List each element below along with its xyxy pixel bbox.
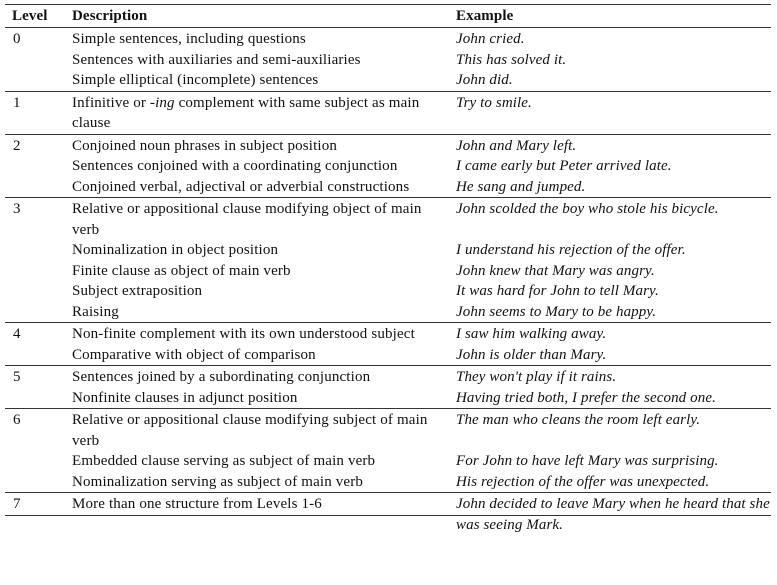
level-group [5,493,771,533]
row-description: Relative or appositional clause modifying subject of main verb [72,412,428,449]
row-example: John is older than Mary. [456,346,607,363]
level-number: 1 [13,94,21,111]
table-row [5,302,771,323]
row-example: The man who cleans the room left early. [456,412,701,428]
row-example: John and Mary left. [456,137,577,154]
row-description: Conjoined verbal, adjectival or adverbial constructions [72,178,410,195]
level-number: 0 [13,31,21,47]
row-description: Finite clause as object of main verb [72,262,291,279]
table-row [5,70,771,91]
row-description: Nonfinite clauses in adjunct position [72,389,298,406]
description-emphasis: -ing [149,94,175,111]
row-example: They won't play if it rains. [456,369,617,385]
row-example: This has solved it. [456,51,567,68]
row-example: For John to have left Mary was surprising. [456,453,719,469]
level-group [5,323,771,366]
row-example: I understand his rejection of the offer. [456,242,686,258]
table-row [5,136,771,157]
table-row [5,410,771,451]
level-number: 6 [13,412,21,428]
row-example: John decided to leave Mary when he heard that she was seeing Mark. [456,496,770,533]
level-number: 7 [13,496,21,512]
row-description: Simple elliptical (incomplete) sentences [72,72,319,88]
row-description: Non-finite complement with its own understood subject [72,326,415,342]
table-header [5,4,771,28]
table-row [5,345,771,366]
row-example: John cried. [456,31,525,47]
row-description: Relative or appositional clause modifying object of main verb [72,201,422,238]
table-row [5,199,771,240]
table-row [5,93,771,134]
row-description: Nominalization serving as subject of main verb [72,473,363,490]
row-example: His rejection of the offer was unexpected. [456,473,710,490]
row-example: It was hard for John to tell Mary. [456,283,659,299]
syntactic-levels-table [5,4,771,533]
row-description: Simple sentences, including questions [72,31,306,47]
table-row [5,261,771,282]
row-example: Try to smile. [456,94,532,111]
row-description: Sentences with auxiliaries and semi-auxiliaries [72,51,361,68]
header-description: Description [72,8,148,24]
description-text: Infinitive or [72,94,150,111]
level-number: 2 [13,137,21,154]
row-example: I saw him walking away. [456,326,607,342]
table-row [5,29,771,50]
description-text: complement with same subject as main clause [72,94,420,131]
row-description: Sentences conjoined with a coordinating conjunction [72,158,398,174]
row-description [72,93,444,134]
row-description: More than one structure from Levels 1-6 [72,496,322,512]
row-example: Having tried both, I prefer the second one. [456,389,716,406]
level-group [5,92,771,135]
row-description: Sentences joined by a subordinating conjunction [72,369,371,385]
level-group [5,409,771,493]
row-example: John seems to Mary to be happy. [456,303,657,320]
level-group [5,28,771,92]
row-description: Embedded clause serving as subject of main verb [72,453,376,469]
header-level: Level [12,8,48,24]
row-example: He sang and jumped. [456,178,586,195]
table-row [5,388,771,409]
level-group [5,198,771,323]
level-number: 3 [13,201,21,217]
table-body [5,28,771,533]
row-example: John knew that Mary was angry. [456,262,655,279]
table-row [5,367,771,388]
header-example: Example [456,8,514,24]
table-row [5,50,771,71]
row-description: Conjoined noun phrases in subject position [72,137,338,154]
row-example: John scolded the boy who stole his bicycle. [456,201,719,217]
table-row [5,451,771,472]
row-description: Comparative with object of comparison [72,346,316,363]
row-example: I came early but Peter arrived late. [456,158,672,174]
level-number: 5 [13,369,21,385]
table-row [5,156,771,177]
table-row [5,240,771,261]
level-number: 4 [13,326,21,342]
row-description: Nominalization in object position [72,242,279,258]
level-group [5,135,771,199]
table-row [5,494,771,533]
table-row [5,177,771,198]
level-group [5,366,771,409]
table-row [5,281,771,302]
row-example: John did. [456,72,513,88]
row-description: Subject extraposition [72,283,203,299]
row-description: Raising [72,303,119,320]
table-row [5,324,771,345]
table-row [5,472,771,493]
